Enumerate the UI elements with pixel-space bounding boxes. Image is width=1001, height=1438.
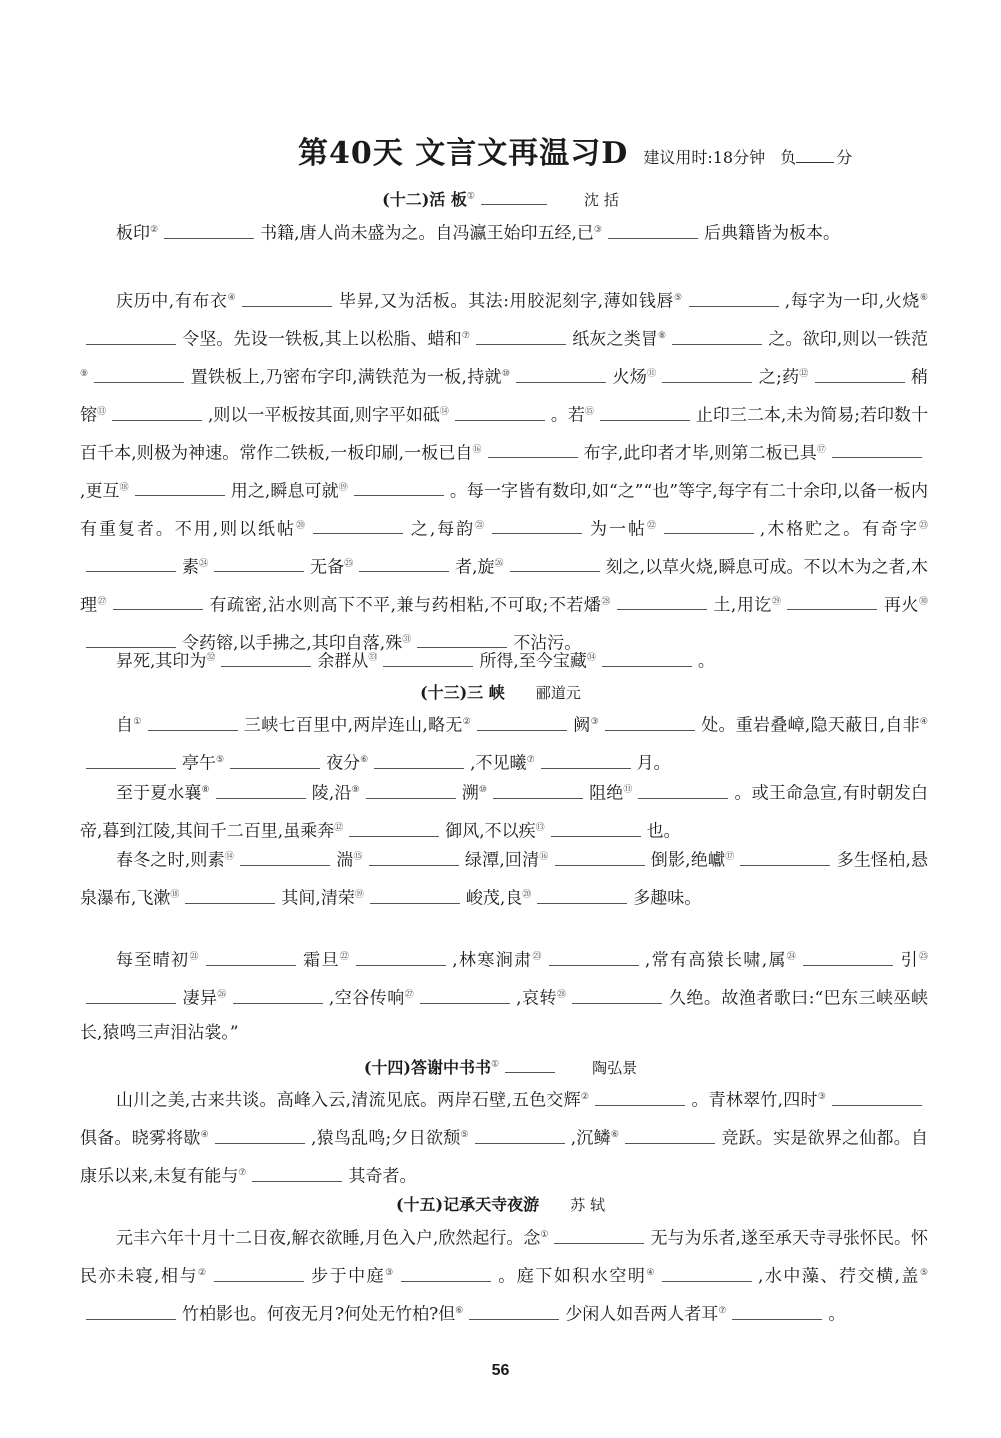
answer-blank[interactable] bbox=[354, 477, 444, 496]
answer-blank[interactable] bbox=[313, 515, 403, 534]
section-heading-chengtiansi bbox=[0, 1192, 1001, 1215]
note-marker: ㉘ bbox=[601, 596, 611, 607]
note-marker: ⑥ bbox=[455, 1305, 464, 1316]
answer-blank[interactable] bbox=[493, 780, 583, 799]
note-marker: ⑲ bbox=[338, 482, 348, 493]
answer-blank[interactable] bbox=[732, 1301, 822, 1320]
note-marker: ⑪ bbox=[647, 368, 657, 379]
answer-blank[interactable] bbox=[94, 364, 184, 383]
note-marker: ㉔ bbox=[199, 558, 209, 569]
note-marker: ⑮ bbox=[353, 852, 363, 862]
answer-blank[interactable] bbox=[86, 1301, 176, 1320]
note-marker: ⑧ bbox=[657, 330, 667, 341]
note-marker: ⑤ bbox=[919, 1267, 929, 1278]
answer-blank[interactable] bbox=[148, 712, 238, 731]
answer-blank[interactable] bbox=[602, 648, 692, 667]
score-label: 负 bbox=[780, 148, 797, 167]
note-marker: ② bbox=[580, 1092, 590, 1102]
answer-blank[interactable] bbox=[216, 780, 306, 799]
note-marker: ③ bbox=[385, 1267, 395, 1278]
note-marker: ㉕ bbox=[344, 558, 354, 569]
section-title: (十二)活 板 bbox=[382, 190, 467, 209]
note-marker: ④ bbox=[919, 717, 928, 727]
note-marker: ⑰ bbox=[816, 444, 826, 455]
paragraph: 元丰六年十月十二日夜,解衣欲睡,月色入户,欣然起行。念① 无与为乐者,遂至承天寺寻张怀民。怀民亦未寝,相与② 步于中庭③ 。庭下如积水空明④ ,水中藻、荇交横,盖⑤竹柏影也。何夜无月?何处无竹柏?但⑥ 少闲人如吾两人者耳⑦ 。 bbox=[80, 1218, 928, 1332]
answer-blank[interactable] bbox=[537, 885, 627, 904]
note-marker: ㉓ bbox=[918, 520, 928, 531]
section-title: (十四)答谢中书书 bbox=[363, 1058, 491, 1077]
note-marker: ③ bbox=[590, 717, 599, 727]
note-marker: ③ bbox=[593, 225, 602, 235]
note-marker: ㉚ bbox=[918, 596, 928, 607]
note-marker: ④ bbox=[200, 1129, 209, 1140]
note-marker: ⑤ bbox=[216, 754, 225, 765]
note-marker: ㉖ bbox=[494, 558, 504, 569]
answer-blank[interactable] bbox=[505, 1054, 555, 1073]
answer-blank[interactable] bbox=[401, 1263, 491, 1282]
paragraph: 每至晴初$^㉑$ 霜旦$^㉒$ ,林寒涧肃$^㉓$ ,常有高猿长啸,属$^㉔$ 引$^㉕$凄异$^㉖$ ,空谷传响$^㉗$ ,哀转$^㉘$ 久绝。故渔者歌曰:“巴东三峡巫峡长,猿鸣三声泪沾裳。” bbox=[80, 940, 928, 1050]
answer-blank[interactable] bbox=[662, 1263, 752, 1282]
note-marker: ㉑ bbox=[475, 520, 487, 531]
note-marker: ① bbox=[133, 717, 142, 727]
answer-blank[interactable] bbox=[554, 1225, 644, 1244]
note-marker: ⑤ bbox=[674, 293, 683, 303]
answer-blank[interactable] bbox=[803, 947, 893, 966]
answer-blank[interactable] bbox=[230, 750, 320, 769]
note-marker: ㉒ bbox=[339, 952, 351, 962]
answer-blank[interactable] bbox=[86, 326, 176, 345]
paragraph: 至于夏水襄⑧ 陵,沿⑨ 溯⑩ 阻绝⑪ 。或王命急宣,有时朝发白帝,暮到江陵,其间千二百里,虽乘奔⑫ 御风,不以疾⑬ 也。 bbox=[80, 773, 928, 849]
note-marker: ⑥ bbox=[919, 293, 928, 303]
answer-blank[interactable] bbox=[476, 326, 566, 345]
author: 郦道元 bbox=[535, 684, 581, 702]
section-title: (十五)记承天寺夜游 bbox=[395, 1195, 540, 1214]
note-marker: ㉙ bbox=[771, 596, 782, 607]
note-marker: ⑳ bbox=[522, 889, 532, 900]
note-marker: ⑳ bbox=[295, 520, 307, 531]
section-heading-daxiezhongshushu bbox=[0, 1054, 1001, 1078]
note-marker: ⑫ bbox=[799, 368, 809, 379]
answer-blank[interactable] bbox=[112, 402, 202, 421]
suggested-time: 建议用时:18分钟 bbox=[643, 148, 766, 167]
answer-blank[interactable] bbox=[240, 847, 330, 866]
note-marker: ⑲ bbox=[354, 889, 364, 900]
answer-blank[interactable] bbox=[420, 985, 510, 1004]
answer-blank[interactable] bbox=[86, 985, 176, 1004]
answer-blank[interactable] bbox=[214, 553, 304, 572]
note-marker: ⑫ bbox=[334, 822, 344, 833]
note-marker: ⑯ bbox=[472, 444, 482, 455]
answer-blank[interactable] bbox=[233, 985, 323, 1004]
section-heading-sanxia bbox=[0, 680, 1001, 703]
page-title bbox=[298, 128, 852, 172]
note-marker: ⑮ bbox=[584, 406, 594, 417]
answer-blank[interactable] bbox=[185, 885, 275, 904]
page-number: 56 bbox=[491, 1362, 510, 1379]
answer-blank[interactable] bbox=[662, 364, 752, 383]
note-marker: ㉜ bbox=[206, 653, 216, 663]
answer-blank[interactable] bbox=[214, 1263, 304, 1282]
note-marker: ㉗ bbox=[97, 596, 108, 607]
note-marker: ② bbox=[198, 1267, 208, 1278]
note-marker: ④ bbox=[227, 293, 237, 303]
answer-blank[interactable] bbox=[600, 402, 690, 421]
note-marker: ① bbox=[490, 1059, 500, 1070]
answer-blank[interactable] bbox=[369, 847, 459, 866]
note-marker: ⑪ bbox=[623, 785, 633, 795]
paragraph: 板印② 书籍,唐人尚未盛为之。自冯瀛王始印五经,已③ 后典籍皆为板本。 bbox=[80, 213, 928, 251]
note-marker: ⑦ bbox=[718, 1305, 727, 1316]
note-marker: ㉘ bbox=[557, 989, 567, 1000]
answer-blank[interactable] bbox=[366, 780, 456, 799]
answer-blank[interactable] bbox=[541, 750, 631, 769]
answer-blank[interactable] bbox=[242, 288, 332, 307]
note-marker: ④ bbox=[646, 1267, 656, 1278]
note-marker: ㉒ bbox=[646, 520, 658, 531]
answer-blank[interactable] bbox=[215, 1125, 305, 1144]
title-main: 第40天 文言文再温习D bbox=[298, 136, 629, 171]
author: 沈 括 bbox=[584, 191, 619, 209]
paragraph: 春冬之时,则素⑭ 湍⑮ 绿潭,回清⑯ 倒影,绝巘⑰ 多生怪柏,悬泉瀑布,飞漱⑱ 其间,清荣⑲ 峻茂,良⑳ 多趣味。 bbox=[80, 840, 928, 916]
answer-blank[interactable] bbox=[572, 985, 662, 1004]
note-marker: ㉔ bbox=[786, 952, 798, 962]
author: 苏 轼 bbox=[570, 1196, 606, 1214]
note-marker: ⑩ bbox=[501, 368, 511, 379]
answer-blank[interactable] bbox=[221, 648, 311, 667]
answer-blank[interactable] bbox=[469, 1301, 559, 1320]
answer-blank[interactable] bbox=[605, 712, 695, 731]
note-marker: ㉝ bbox=[368, 653, 378, 663]
answer-blank[interactable] bbox=[664, 515, 754, 534]
note-marker: ⑰ bbox=[725, 852, 735, 862]
score-blank[interactable] bbox=[796, 148, 834, 163]
section-heading-huoban bbox=[0, 186, 1001, 210]
note-marker: ㉓ bbox=[532, 952, 543, 962]
note-marker: ⑧ bbox=[201, 785, 210, 795]
answer-blank[interactable] bbox=[113, 591, 203, 610]
note-marker: ⑦ bbox=[238, 1167, 247, 1178]
answer-blank[interactable] bbox=[608, 220, 698, 239]
note-marker: ⑥ bbox=[360, 754, 369, 765]
note-marker: ② bbox=[150, 225, 159, 235]
note-marker: ③ bbox=[817, 1092, 827, 1102]
note-marker: ㉛ bbox=[402, 634, 412, 645]
note-marker: ⑯ bbox=[539, 852, 549, 862]
answer-blank[interactable] bbox=[374, 750, 464, 769]
note-marker: ⑬ bbox=[97, 406, 107, 417]
note-marker: ⑭ bbox=[224, 852, 235, 862]
answer-blank[interactable] bbox=[549, 947, 639, 966]
note-marker: ㉕ bbox=[918, 952, 928, 962]
answer-blank[interactable] bbox=[832, 1087, 922, 1106]
author: 陶弘景 bbox=[592, 1059, 638, 1077]
answer-blank[interactable] bbox=[740, 847, 830, 866]
answer-blank[interactable] bbox=[349, 818, 439, 837]
score-unit: 分 bbox=[836, 148, 853, 167]
note-marker: ⑭ bbox=[439, 406, 449, 417]
answer-blank[interactable] bbox=[832, 439, 922, 458]
answer-blank[interactable] bbox=[787, 591, 877, 610]
answer-blank[interactable] bbox=[455, 402, 545, 421]
answer-blank[interactable] bbox=[510, 553, 600, 572]
answer-blank[interactable] bbox=[481, 186, 547, 205]
note-marker: ⑦ bbox=[461, 330, 471, 341]
paragraph: 昇死,其印为$^㉜$ 余群从$^㉝$ 所得,至今宝藏$^㉞$ 。 bbox=[80, 641, 928, 679]
answer-blank[interactable] bbox=[356, 947, 446, 966]
answer-blank[interactable] bbox=[164, 220, 254, 239]
answer-blank[interactable] bbox=[86, 553, 176, 572]
answer-blank[interactable] bbox=[488, 439, 578, 458]
answer-blank[interactable] bbox=[595, 1087, 685, 1106]
note-marker: ⑨ bbox=[80, 368, 89, 379]
answer-blank[interactable] bbox=[516, 364, 606, 383]
answer-blank[interactable] bbox=[370, 885, 460, 904]
section-title: (十三)三 峡 bbox=[420, 683, 505, 702]
note-marker: ㉗ bbox=[404, 989, 415, 1000]
note-marker: ㉖ bbox=[217, 989, 227, 1000]
answer-blank[interactable] bbox=[625, 1125, 715, 1144]
note-marker: ⑨ bbox=[351, 785, 360, 795]
answer-blank[interactable] bbox=[555, 847, 645, 866]
note-marker: ① bbox=[540, 1230, 549, 1240]
answer-blank[interactable] bbox=[477, 712, 567, 731]
answer-blank[interactable] bbox=[638, 780, 728, 799]
note-marker: ② bbox=[462, 717, 471, 727]
answer-blank[interactable] bbox=[689, 288, 779, 307]
note-marker: ⑬ bbox=[535, 822, 545, 833]
answer-blank[interactable] bbox=[86, 750, 176, 769]
answer-blank[interactable] bbox=[383, 648, 473, 667]
note-marker: ㉑ bbox=[189, 952, 200, 962]
note-marker: ⑥ bbox=[610, 1129, 620, 1140]
note-marker: ⑤ bbox=[460, 1129, 469, 1140]
answer-blank[interactable] bbox=[359, 553, 449, 572]
paragraph: 庆历中,有布衣④ 毕昇,又为活板。其法:用胶泥刻字,薄如钱唇⑤ ,每字为一印,火烧⑥令坚。先设一铁板,其上以松脂、蜡和⑦ 纸灰之类冒⑧ 之。欲印,则以一铁范⑨ 置铁板上,乃密布字印,满铁范为一板,持就⑩ 火炀⑪ 之;药⑫ 稍镕⑬ ,则以一平板按其面,则字平如砥⑭ 。若⑮ 止印三二本,未为简易;若印数十百千本,则极为神速。常作二铁板,一板印刷,一板已自⑯ 布字,此印者才毕,则第二板已具⑰,更互⑱ 用之,瞬息可就⑲ 。每一字皆有数印,如“之”“也”等字,每字有二十余印,以备一板内有重复者。不用,则以纸帖⑳ 之,每韵$^㉑$ 为一帖$^㉒$ ,木格贮之。有奇字$^㉓$素$^㉔$ 无备$^㉕$ 者,旋$^㉖$ 刻之,以草火烧,瞬息可成。不以木为之者,木理$^㉗$ 有疏密,沾水则高下不平,兼与药相粘,不可取;不若燔$^㉘$ 土,用讫$^㉙$ 再火$^㉚$令药镕,以手拂之,其印自落,殊$^㉛$ 不沾污。 bbox=[80, 281, 928, 661]
note-marker: ⑱ bbox=[170, 889, 180, 900]
paragraph: 山川之美,古来共谈。高峰入云,清流见底。两岸石壁,五色交辉② 。青林翠竹,四时③俱备。晓雾将歇④ ,猿鸟乱鸣;夕日欲颓⑤ ,沉鳞⑥ 竞跃。实是欲界之仙都。自康乐以来,未复有能与⑦ 其奇者。 bbox=[80, 1080, 928, 1194]
answer-blank[interactable] bbox=[252, 1163, 342, 1182]
note-marker: ① bbox=[466, 191, 475, 202]
answer-blank[interactable] bbox=[815, 364, 905, 383]
note-marker: ⑦ bbox=[526, 754, 535, 765]
answer-blank[interactable] bbox=[617, 591, 707, 610]
answer-blank[interactable] bbox=[475, 1125, 565, 1144]
answer-blank[interactable] bbox=[672, 326, 762, 345]
answer-blank[interactable] bbox=[492, 515, 582, 534]
paragraph: 自① 三峡七百里中,两岸连山,略无② 阙③ 处。重岩叠嶂,隐天蔽日,自非④亭午⑤ 夜分⑥ ,不见曦⑦ 月。 bbox=[80, 705, 928, 781]
note-marker: ⑩ bbox=[478, 785, 488, 795]
note-marker: ㉞ bbox=[586, 653, 596, 663]
answer-blank[interactable] bbox=[206, 947, 296, 966]
note-marker: ⑱ bbox=[119, 482, 129, 493]
answer-blank[interactable] bbox=[135, 477, 225, 496]
answer-blank[interactable] bbox=[551, 818, 641, 837]
